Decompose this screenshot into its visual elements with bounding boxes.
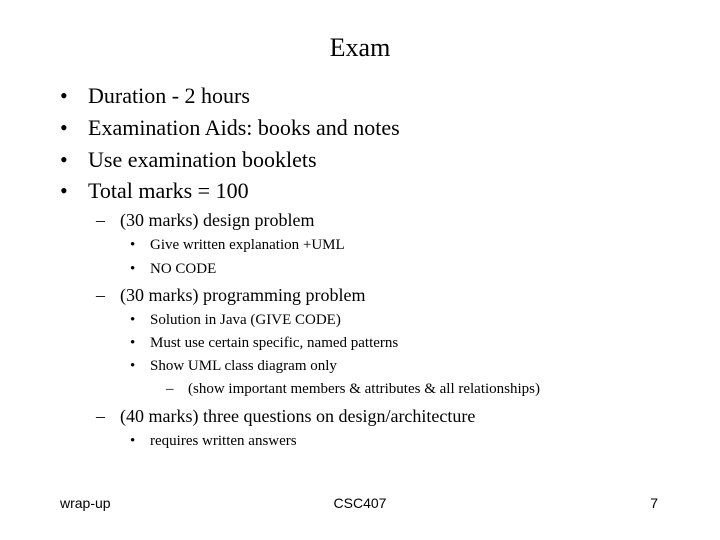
- sub-sub-list-item-text: Must use certain specific, named patterns: [150, 335, 399, 351]
- bullet-icon: •: [60, 83, 68, 108]
- list-item-text: Examination Aids: books and notes: [88, 115, 400, 140]
- bullet-icon: •: [130, 237, 136, 253]
- bullet-icon: •: [130, 261, 136, 277]
- bullet-icon: •: [130, 312, 136, 328]
- bullet-icon: •: [60, 115, 68, 140]
- list-item-text: Duration - 2 hours: [88, 83, 250, 108]
- dash-icon: –: [166, 381, 174, 397]
- footer-left: wrap-up: [60, 495, 111, 511]
- dash-icon: –: [96, 406, 105, 426]
- sub-sub-list-item-text: Give written explanation +UML: [150, 237, 345, 253]
- dash-icon: –: [96, 285, 105, 305]
- sub-list-item-text: (40 marks) three questions on design/architecture: [120, 406, 476, 426]
- list-item-text: Use examination booklets: [88, 147, 317, 172]
- bullet-icon: •: [60, 178, 68, 203]
- list-item-text: Total marks = 100: [88, 178, 249, 203]
- sub-sub-list-item-text: NO CODE: [150, 261, 217, 277]
- bullet-icon: •: [130, 433, 136, 449]
- sub-sub-list-item-text: requires written answers: [150, 433, 297, 449]
- sub-list-item-text: (30 marks) design problem: [120, 210, 315, 230]
- sub-sub-list-item-text: Solution in Java (GIVE CODE): [150, 312, 341, 328]
- bullet-icon: •: [130, 335, 136, 351]
- sub-list-item-text: (30 marks) programming problem: [120, 285, 366, 305]
- footer-center: CSC407: [333, 495, 387, 511]
- bullet-icon: •: [130, 358, 136, 374]
- sub-sub-list-item-text: Show UML class diagram only: [150, 358, 337, 374]
- page-title: Exam: [329, 33, 391, 62]
- dash-icon: –: [96, 210, 105, 230]
- page-number: 7: [650, 495, 658, 511]
- bullet-icon: •: [60, 147, 68, 172]
- sub-sub-sub-list-item-text: (show important members & attributes & all relationships): [188, 381, 541, 397]
